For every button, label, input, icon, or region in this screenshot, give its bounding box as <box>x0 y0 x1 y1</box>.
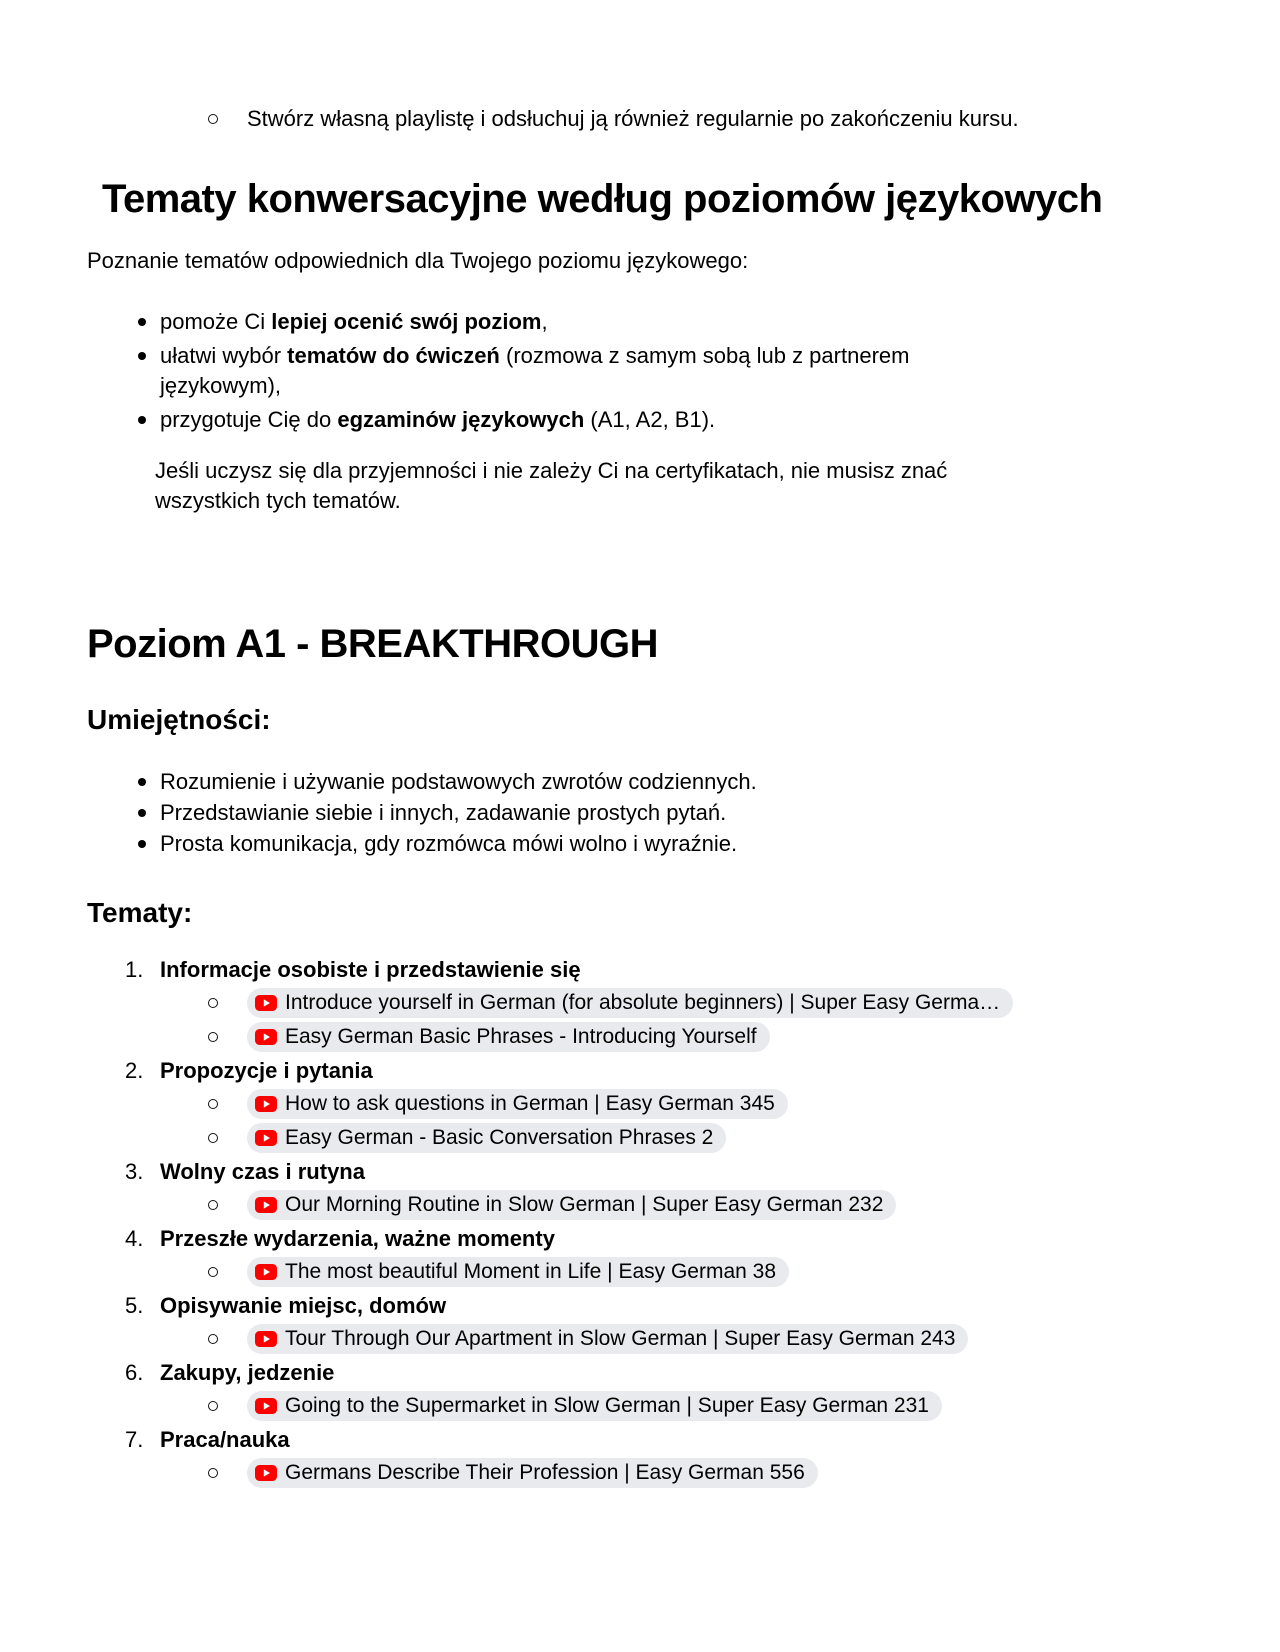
hollow-bullet-icon <box>208 114 218 124</box>
topic-label: Opisywanie miejsc, domów <box>160 1293 447 1318</box>
topic-label: Wolny czas i rutyna <box>160 1159 365 1184</box>
list-item <box>87 341 987 401</box>
bullet-dot-icon <box>138 352 146 360</box>
benefit-text: pomoże Ci <box>160 309 272 334</box>
topic-label: Zakupy, jedzenie <box>160 1360 335 1385</box>
topic-item <box>87 1356 1220 1389</box>
video-title: Germans Describe Their Profession | Easy German 556 <box>285 1461 805 1484</box>
skill-text: Prosta komunikacja, gdy rozmówca mówi wolno i wyraźnie. <box>160 831 738 856</box>
topic-label: Propozycje i pytania <box>160 1058 373 1083</box>
benefit-text: (A1, A2, B1). <box>584 407 716 432</box>
video-chip[interactable] <box>247 1190 896 1220</box>
video-chip-row <box>87 1389 1220 1423</box>
video-chip-row <box>87 1322 1220 1356</box>
benefit-text: (rozmowa z samym sobą lub z partnerem językowym), <box>160 343 910 398</box>
hollow-bullet-icon <box>208 1468 218 1478</box>
topic-item <box>87 953 1220 986</box>
youtube-icon <box>255 1398 277 1414</box>
benefit-text: przygotuje Cię do <box>160 407 338 432</box>
list-number: 4. <box>125 1226 144 1251</box>
hollow-bullet-icon <box>208 1133 218 1143</box>
list-number: 5. <box>125 1293 144 1318</box>
hollow-bullet-icon <box>208 1099 218 1109</box>
topic-item <box>87 1423 1220 1456</box>
video-title: Our Morning Routine in Slow German | Super Easy German 232 <box>285 1193 884 1216</box>
list-number: 2. <box>125 1058 144 1083</box>
video-title: Going to the Supermarket in Slow German | Super Easy German 231 <box>285 1394 929 1417</box>
video-chip-row <box>87 1121 1220 1155</box>
topic-item <box>87 1054 1220 1087</box>
list-item <box>87 307 987 337</box>
topic-label: Przeszłe wydarzenia, ważne momenty <box>160 1226 555 1251</box>
list-item <box>87 798 1067 828</box>
video-chip-row <box>87 1020 1220 1054</box>
video-chip-row <box>87 986 1220 1020</box>
bullet-dot-icon <box>138 840 146 848</box>
list-item <box>87 767 1067 797</box>
level-heading: Poziom A1 - BREAKTHROUGH <box>87 622 658 666</box>
skill-text: Rozumienie i używanie podstawowych zwrotów codziennych. <box>160 769 757 794</box>
intro-bullet-text: Stwórz własną playlistę i odsłuchuj ją również regularnie po zakończeniu kursu. <box>247 106 1019 131</box>
list-item <box>87 829 1067 859</box>
hollow-bullet-icon <box>208 1200 218 1210</box>
video-chip-row <box>87 1456 1220 1490</box>
topic-item <box>87 1289 1220 1322</box>
youtube-icon <box>255 1331 277 1347</box>
video-chip[interactable] <box>247 1022 770 1052</box>
skill-text: Przedstawianie siebie i innych, zadawanie prostych pytań. <box>160 800 727 825</box>
youtube-icon <box>255 1029 277 1045</box>
topic-label: Praca/nauka <box>160 1427 290 1452</box>
youtube-icon <box>255 1096 277 1112</box>
bullet-dot-icon <box>138 416 146 424</box>
benefits-list <box>87 307 987 435</box>
hollow-bullet-icon <box>208 1401 218 1411</box>
video-title: Introduce yourself in German (for absolute beginners) | Super Easy Germa… <box>285 991 1001 1014</box>
hollow-bullet-icon <box>208 998 218 1008</box>
video-chip[interactable] <box>247 1324 968 1354</box>
video-chip-row <box>87 1188 1220 1222</box>
hollow-bullet-icon <box>208 1334 218 1344</box>
bullet-dot-icon <box>138 809 146 817</box>
skills-heading: Umiejętności: <box>87 704 271 735</box>
list-number: 3. <box>125 1159 144 1184</box>
topic-item <box>87 1222 1220 1255</box>
hollow-bullet-icon <box>208 1267 218 1277</box>
video-chip-row <box>87 1255 1220 1289</box>
video-title: Tour Through Our Apartment in Slow German | Super Easy German 243 <box>285 1327 956 1350</box>
youtube-icon <box>255 1465 277 1481</box>
lead-paragraph: Poznanie tematów odpowiednich dla Twojego poziomu językowego: <box>87 248 749 273</box>
topic-item <box>87 1155 1220 1188</box>
youtube-icon <box>255 995 277 1011</box>
youtube-icon <box>255 1130 277 1146</box>
skills-list <box>87 767 1067 859</box>
section-heading: Tematy konwersacyjne według poziomów językowych <box>102 177 1103 221</box>
video-title: Easy German - Basic Conversation Phrases 2 <box>285 1126 714 1149</box>
video-chip[interactable] <box>247 1391 942 1421</box>
topic-label: Informacje osobiste i przedstawienie się <box>160 957 581 982</box>
video-chip[interactable] <box>247 1123 726 1153</box>
list-item <box>87 405 987 435</box>
list-number: 6. <box>125 1360 144 1385</box>
video-title: The most beautiful Moment in Life | Easy German 38 <box>285 1260 777 1283</box>
youtube-icon <box>255 1197 277 1213</box>
hollow-bullet-icon <box>208 1032 218 1042</box>
topics-heading: Tematy: <box>87 897 193 928</box>
video-chip[interactable] <box>247 1458 818 1488</box>
video-title: How to ask questions in German | Easy German 345 <box>285 1092 775 1115</box>
topics-list <box>87 953 1220 1490</box>
benefit-text-bold: lepiej ocenić swój poziom <box>271 309 542 334</box>
benefit-text-bold: tematów do ćwiczeń <box>287 343 500 368</box>
benefit-text: , <box>541 309 548 334</box>
video-chip-row <box>87 1087 1220 1121</box>
list-item <box>87 104 1220 134</box>
bullet-dot-icon <box>138 778 146 786</box>
video-chip[interactable] <box>247 1089 788 1119</box>
bullet-dot-icon <box>138 318 146 326</box>
video-chip[interactable] <box>247 1257 789 1287</box>
video-chip[interactable] <box>247 988 1013 1018</box>
video-title: Easy German Basic Phrases - Introducing Yourself <box>285 1025 757 1048</box>
benefit-text: ułatwi wybór <box>160 343 288 368</box>
note-paragraph: Jeśli uczysz się dla przyjemności i nie zależy Ci na certyfikatach, nie musisz znać wszystkich tych tematów. <box>155 458 948 513</box>
youtube-icon <box>255 1264 277 1280</box>
benefit-text-bold: egzaminów językowych <box>337 407 585 432</box>
list-number: 7. <box>125 1427 144 1452</box>
list-number: 1. <box>125 957 144 982</box>
